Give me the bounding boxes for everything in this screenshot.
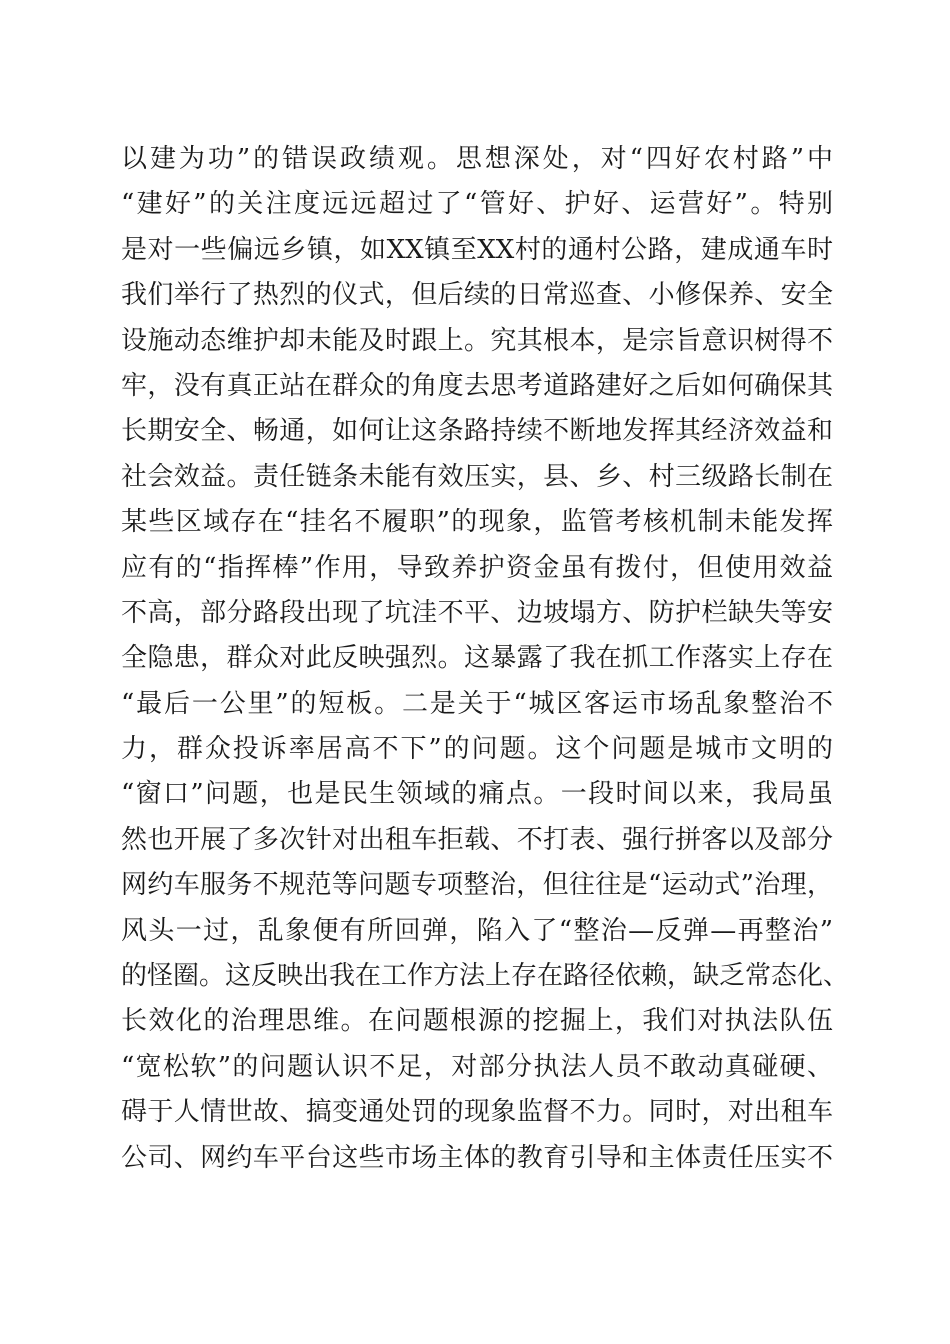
text-line-14: 力，群众投诉率居高不下”的问题。这个问题是城市文明的 (121, 734, 833, 765)
body-text (121, 137, 850, 1181)
text-line-23: 公司、网约车平台这些市场主体的教育引导和主体责任压实不 (121, 1142, 833, 1173)
text-line-4: 我们举行了热烈的仪式，但后续的日常巡查、小修保养、安全 (121, 280, 833, 311)
text-line-19: 的怪圈。这反映出我在工作方法上存在路径依赖，缺乏常态化、 (121, 961, 850, 992)
text-line-5: 设施动态维护却未能及时跟上。究其根本，是宗旨意识树得不 (121, 325, 833, 356)
text-line-6: 牢，没有真正站在群众的角度去思考道路建好之后如何确保其 (121, 370, 833, 401)
text-line-15: “窗口”问题，也是民生领域的痛点。一段时间以来，我局虽 (121, 779, 833, 810)
text-line-8: 社会效益。责任链条未能有效压实，县、乡、村三级路长制在 (121, 461, 833, 492)
text-line-9: 某些区域存在“挂名不履职”的现象，监管考核机制未能发挥 (121, 507, 833, 538)
text-line-12: 全隐患，群众对此反映强烈。这暴露了我在抓工作落实上存在 (121, 643, 833, 674)
text-line-18: 风头一过，乱象便有所回弹，陷入了“整治—反弹—再整治” (121, 915, 833, 946)
text-line-2: “建好”的关注度远远超过了“管好、护好、运营好”。特别 (121, 189, 833, 220)
text-line-11: 不高，部分路段出现了坑洼不平、边坡塌方、防护栏缺失等安 (121, 597, 833, 628)
text-line-13: “最后一公里”的短板。二是关于“城区客运市场乱象整治不 (121, 688, 833, 719)
text-line-3: 是对一些偏远乡镇，如XX镇至XX村的通村公路，建成通车时 (121, 234, 833, 265)
text-line-7: 长期安全、畅通，如何让这条路持续不断地发挥其经济效益和 (121, 416, 833, 447)
text-line-21: “宽松软”的问题认识不足，对部分执法人员不敢动真碰硬、 (121, 1051, 833, 1082)
text-line-17: 网约车服务不规范等问题专项整治，但往往是“运动式”治理， (121, 870, 833, 901)
text-line-20: 长效化的治理思维。在问题根源的挖掘上，我们对执法队伍 (121, 1006, 833, 1037)
text-line-22: 碍于人情世故、搞变通处罚的现象监督不力。同时，对出租车 (121, 1097, 833, 1128)
text-line-1: 以建为功”的错误政绩观。思想深处，对“四好农村路”中 (121, 144, 833, 174)
text-line-10: 应有的“指挥棒”作用，导致养护资金虽有拨付，但使用效益 (121, 552, 833, 583)
text-line-16: 然也开展了多次针对出租车拒载、不打表、强行拼客以及部分 (121, 824, 833, 855)
